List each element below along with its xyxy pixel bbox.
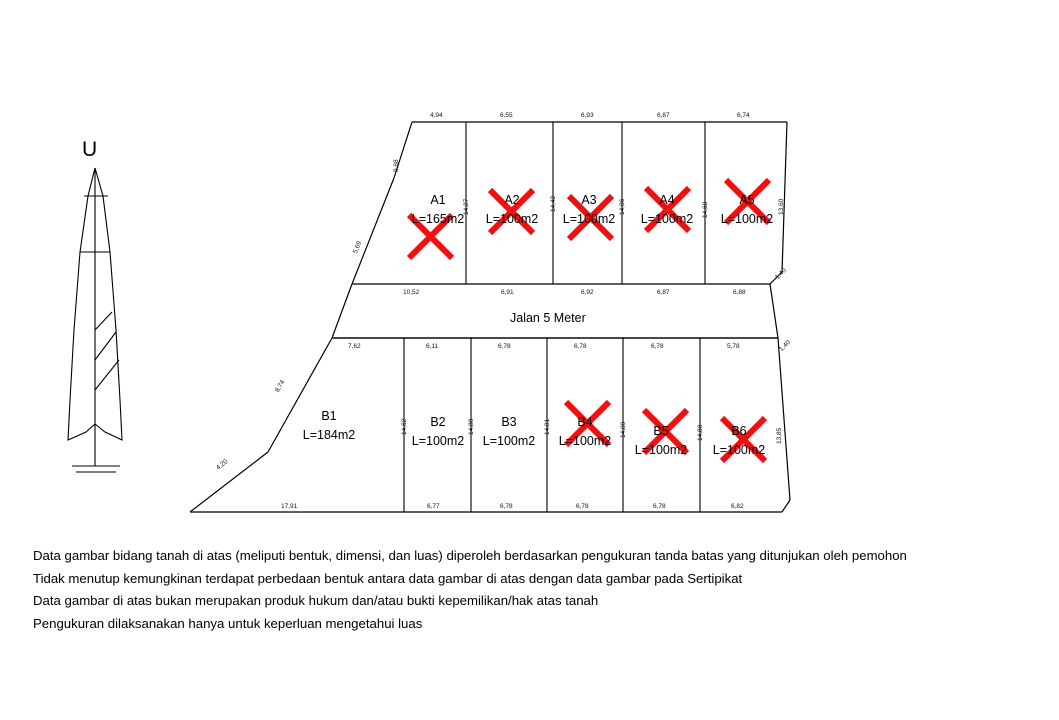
dim-bottom-north-4: 6,78	[574, 343, 587, 350]
dim-bottom-vert-3: 14,81	[544, 418, 551, 435]
parcel-area-B6: L=100m2	[712, 443, 766, 458]
parcel-name-B6: B6	[731, 424, 747, 438]
dim-top-south-3: 6,92	[581, 289, 594, 296]
dim-top-vert-4: 14,68	[702, 201, 709, 218]
parcel-area-A2: L=100m2	[485, 212, 539, 227]
compass-hatch-2	[95, 332, 116, 360]
dim-bottom-vert-2: 14,80	[468, 418, 475, 435]
parcel-area-B4: L=100m2	[558, 434, 612, 449]
dim-bottom-south-1: 17,91	[281, 503, 298, 510]
dim-top-north-5: 6,74	[737, 112, 750, 119]
dim-bottom-east-short: 1,40	[778, 339, 792, 353]
dim-bottom-south-6: 6,82	[731, 503, 744, 510]
note-line-2: Tidak menutup kemungkinan terdapat perbedaan bentuk antara data gambar di atas dengan data gambar pada Sertipikat	[33, 570, 743, 586]
note-line-4: Pengukuran dilaksanakan hanya untuk keperluan mengetahui luas	[33, 616, 423, 632]
north-label: U	[82, 138, 98, 161]
dim-bottom-west-1: 8,74	[274, 379, 287, 394]
dim-bottom-north-3: 6,78	[498, 343, 511, 350]
road-west-edge	[332, 284, 352, 338]
parcel-area-B1: L=184m2	[302, 428, 356, 443]
dim-top-south-2: 6,91	[501, 289, 514, 296]
top-east-boundary	[782, 122, 787, 272]
parcel-area-A5: L=100m2	[720, 212, 774, 227]
parcel-name-A1: A1	[430, 193, 446, 207]
parcel-label-B2	[406, 413, 470, 452]
dim-bottom-north-5: 6,78	[651, 343, 664, 350]
parcel-label-B3	[477, 413, 541, 452]
compass-right-edge	[95, 168, 122, 440]
dim-bottom-west-2: 4,20	[215, 458, 230, 472]
road-east-edge	[770, 284, 778, 338]
dim-bottom-vert-6: 13,85	[776, 427, 783, 444]
parcel-label-A2	[481, 191, 543, 230]
parcel-name-B2: B2	[430, 415, 446, 429]
note-line-3: Data gambar di atas bukan merupakan produk hukum dan/atau bukti kepemilikan/hak atas tanah	[33, 593, 599, 609]
note-line-1: Data gambar bidang tanah di atas (meliputi bentuk, dimensi, dan luas) diperoleh berdasarkan pengukuran tanda batas yang ditunjukan oleh pemohon	[33, 548, 907, 563]
dim-bottom-north-2: 6,11	[426, 343, 439, 350]
top-west-edge	[352, 178, 394, 284]
parcel-area-A1: L=165m2	[411, 212, 465, 227]
dim-bottom-south-2: 6,77	[427, 503, 440, 510]
parcel-label-B1	[293, 407, 365, 446]
compass-left-edge	[68, 168, 95, 440]
dim-top-south-1: 10,52	[403, 289, 420, 296]
parcel-area-B2: L=100m2	[411, 434, 465, 449]
dim-top-vert-3: 14,06	[619, 198, 626, 215]
dim-bottom-south-4: 6,78	[576, 503, 589, 510]
parcel-name-A2: A2	[504, 193, 520, 207]
dim-bottom-vert-4: 14,80	[620, 421, 627, 438]
parcel-name-A4: A4	[659, 193, 675, 207]
parcel-name-B3: B3	[501, 415, 517, 429]
parcel-name-A5: A5	[739, 193, 755, 207]
bottom-east-boundary	[778, 338, 790, 500]
parcel-name-B5: B5	[653, 424, 669, 438]
dim-top-north-3: 6,93	[581, 112, 594, 119]
dim-top-north-4: 6,87	[657, 112, 670, 119]
dim-bottom-north-6: 5,78	[727, 343, 740, 350]
notes-block	[33, 545, 1033, 636]
parcel-label-B4	[553, 413, 617, 452]
dim-top-south-5: 6,88	[733, 289, 746, 296]
dim-top-south-4: 6,87	[657, 289, 670, 296]
dim-top-vert-5: 13,60	[778, 198, 785, 215]
parcel-label-A3	[558, 191, 620, 230]
dim-bottom-south-5: 6,78	[653, 503, 666, 510]
dim-bottom-south-3: 6,78	[500, 503, 513, 510]
dim-top-east-short: 1,40	[774, 267, 788, 281]
bottom-se-edge	[782, 500, 790, 512]
dim-bottom-north-1: 7,62	[348, 343, 361, 350]
parcel-area-A3: L=100m2	[562, 212, 616, 227]
parcel-label-B6	[707, 422, 771, 461]
bottom-sw-edge	[190, 452, 268, 512]
dim-top-vert-1: 14,27	[463, 198, 470, 215]
compass-rose	[68, 168, 122, 472]
parcel-name-B1: B1	[321, 409, 337, 423]
parcel-name-B4: B4	[577, 415, 593, 429]
parcel-area-B3: L=100m2	[482, 434, 536, 449]
parcel-label-A4	[636, 191, 698, 230]
compass-hatch-1	[95, 312, 112, 330]
compass-hatch-3	[95, 360, 119, 390]
dim-top-nw-edge: 5,69	[352, 240, 364, 255]
dim-top-vert-2: 14,42	[550, 195, 557, 212]
dim-top-vert-left: 9,68	[393, 159, 400, 172]
parcel-label-A1	[409, 191, 467, 230]
parcel-area-B5: L=100m2	[634, 443, 688, 458]
dim-top-north-2: 6,55	[500, 112, 513, 119]
dim-bottom-vert-5: 14,80	[697, 424, 704, 441]
dim-bottom-vert-1: 14,62	[401, 418, 408, 435]
parcel-label-A5	[716, 191, 778, 230]
parcel-area-A4: L=100m2	[640, 212, 694, 227]
dim-top-north-1: 4,94	[430, 112, 443, 119]
parcel-name-A3: A3	[581, 193, 597, 207]
parcel-label-B5	[629, 422, 693, 461]
road-label: Jalan 5 Meter	[510, 311, 586, 325]
